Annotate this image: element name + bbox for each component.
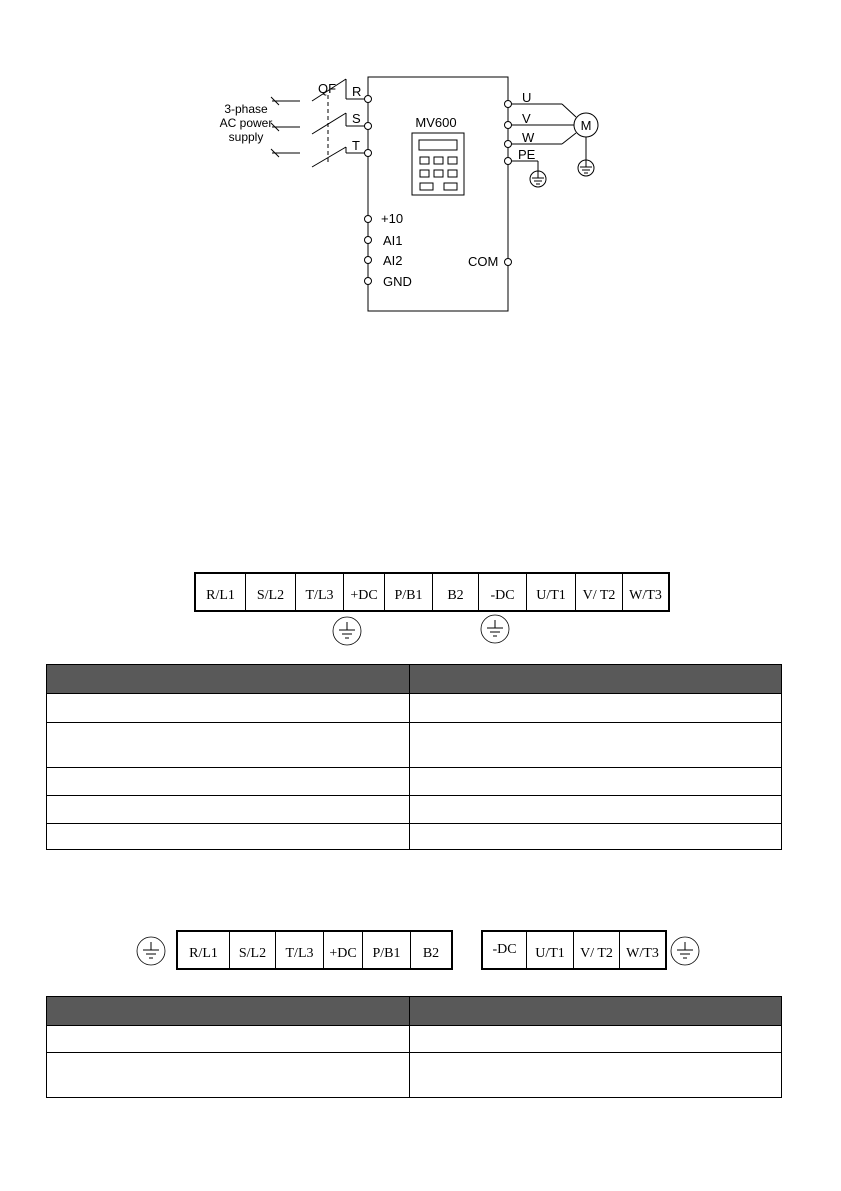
table-row — [47, 723, 782, 768]
ground-icon — [332, 616, 362, 646]
table-cell — [410, 1053, 782, 1098]
table-row — [47, 824, 782, 850]
power-supply-label-line3: supply — [228, 130, 264, 144]
table-row — [47, 768, 782, 796]
terminal-description-table-2 — [46, 996, 782, 1098]
table-header-row — [47, 997, 782, 1026]
table-cell — [410, 1026, 782, 1053]
power-supply-label-line2: AC power — [219, 116, 273, 130]
drive-model-label: MV600 — [415, 115, 457, 130]
main-circuit-terminal-strip-2-right — [481, 930, 667, 970]
table-cell — [47, 796, 410, 824]
table-row — [47, 694, 782, 723]
strip1-terminal: -DC — [478, 574, 526, 610]
pe-ground-icon — [530, 171, 546, 187]
motor-ground-icon — [578, 160, 594, 176]
strip2-terminal: -DC — [492, 942, 517, 957]
terminal-t-label: T — [352, 138, 360, 153]
table-cell — [47, 768, 410, 796]
terminal-10v-label: +10 — [381, 211, 404, 226]
strip2-terminal: V/ T2 — [573, 932, 619, 968]
strip1-terminal: V/ T2 — [575, 574, 622, 610]
strip2-terminal: W/T3 — [619, 932, 665, 968]
strip1-terminal: B2 — [432, 574, 478, 610]
terminal-ai1-label: AI1 — [383, 233, 403, 248]
table-header-cell — [47, 997, 410, 1026]
strip2-terminal: P/B1 — [362, 932, 410, 968]
table-cell — [410, 824, 782, 850]
strip1-terminal: P/B1 — [384, 574, 432, 610]
terminal-description-table-1 — [46, 664, 782, 850]
terminal-s-label: S — [352, 111, 361, 126]
table-cell — [47, 723, 410, 768]
strip2-terminal: +DC — [323, 932, 362, 968]
ground-icon — [480, 614, 510, 644]
table-cell — [47, 1053, 410, 1098]
table-row — [47, 1053, 782, 1098]
terminal-ai2-label: AI2 — [383, 253, 403, 268]
ground-icon — [670, 936, 700, 966]
table-cell — [410, 694, 782, 723]
terminal-gnd-label: GND — [383, 274, 412, 289]
strip1-terminal: W/T3 — [622, 574, 668, 610]
table-cell — [410, 768, 782, 796]
strip1-terminal: T/L3 — [295, 574, 343, 610]
terminal-pe-label: PE — [518, 147, 536, 162]
wiring-diagram — [0, 0, 841, 330]
table-header-cell — [410, 997, 782, 1026]
table-cell — [47, 824, 410, 850]
terminal-r-label: R — [352, 84, 362, 99]
terminal-v-label: V — [522, 111, 531, 126]
motor-label: M — [580, 118, 592, 133]
strip2-terminal: R/L1 — [189, 946, 218, 961]
strip2-terminal: U/T1 — [526, 932, 573, 968]
strip2-terminal: T/L3 — [275, 932, 323, 968]
terminal-u-label: U — [522, 90, 532, 105]
main-circuit-terminal-strip-1 — [194, 572, 670, 612]
breaker-label: QF — [318, 81, 337, 96]
terminal-w-label: W — [522, 130, 535, 145]
table-header-cell — [47, 665, 410, 694]
table-cell — [47, 694, 410, 723]
power-supply-label-line1: 3-phase — [224, 102, 268, 116]
main-circuit-terminal-strip-2-left — [176, 930, 453, 970]
ground-icon — [136, 936, 166, 966]
table-cell — [410, 796, 782, 824]
table-row — [47, 796, 782, 824]
table-cell — [47, 1026, 410, 1053]
strip2-terminal: B2 — [410, 932, 451, 968]
strip1-terminal: R/L1 — [206, 588, 235, 603]
table-row — [47, 1026, 782, 1053]
table-header-row — [47, 665, 782, 694]
strip1-terminal: U/T1 — [526, 574, 575, 610]
strip2-terminal: S/L2 — [229, 932, 275, 968]
keypad-icon — [412, 133, 464, 195]
strip1-terminal: +DC — [343, 574, 384, 610]
strip1-terminal: S/L2 — [245, 574, 295, 610]
terminal-com-label: COM — [468, 254, 499, 269]
table-cell — [410, 723, 782, 768]
table-header-cell — [410, 665, 782, 694]
